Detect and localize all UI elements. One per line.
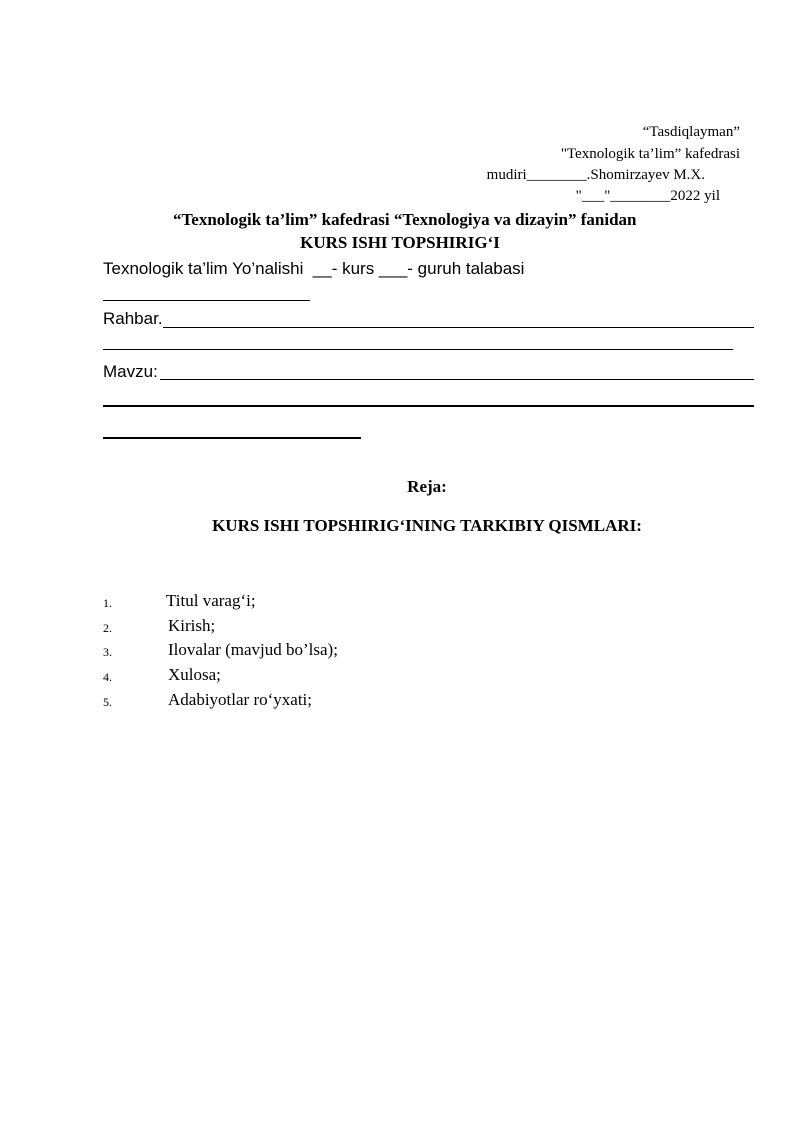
plan-item-5-number: 5. <box>103 695 112 709</box>
plan-item-4: Xulosa; <box>168 665 221 684</box>
student-line: Texnologik ta’lim Yo’nalishi __- kurs ___- guruh talabasi <box>103 259 525 278</box>
document-heading: “Texnologik ta’lim” kafedrasi “Texnologiya va dizayin” fanidan <box>173 210 637 229</box>
student-name-underline <box>103 300 310 301</box>
plan-item-1: Titul varag‘i; <box>166 591 256 610</box>
plan-subtitle: KURS ISHI TOPSHIRIG‘INING TARKIBIY QISMLARI: <box>212 516 642 535</box>
rahbar-label: Rahbar. <box>103 309 163 328</box>
plan-item-2: Kirish; <box>168 616 216 635</box>
approval-title: “Tasdiqlayman” <box>642 124 740 140</box>
approval-head: mudiri________.Shomirzayev M.X. <box>486 167 705 183</box>
mavzu-underline <box>160 379 754 380</box>
plan-item-5: Adabiyotlar ro‘yxati; <box>168 690 312 709</box>
plan-item-2-number: 2. <box>103 621 112 635</box>
approval-department: "Texnologik ta’lim” kafedrasi <box>560 146 740 162</box>
plan-item-4-number: 4. <box>103 670 112 684</box>
plan-title: Reja: <box>407 477 447 496</box>
plan-item-3-number: 3. <box>103 645 112 659</box>
plan-item-1-number: 1. <box>103 596 112 610</box>
approval-date: "___"________2022 yil <box>575 188 720 204</box>
mavzu-underline-3 <box>103 437 361 439</box>
mavzu-underline-2 <box>103 405 754 407</box>
mavzu-label: Mavzu: <box>103 362 158 381</box>
plan-item-3: Ilovalar (mavjud bo’lsa); <box>168 640 338 659</box>
document-title: KURS ISHI TOPSHIRIG‘I <box>300 233 500 252</box>
rahbar-underline <box>163 327 754 328</box>
rahbar-underline-2 <box>103 349 733 350</box>
